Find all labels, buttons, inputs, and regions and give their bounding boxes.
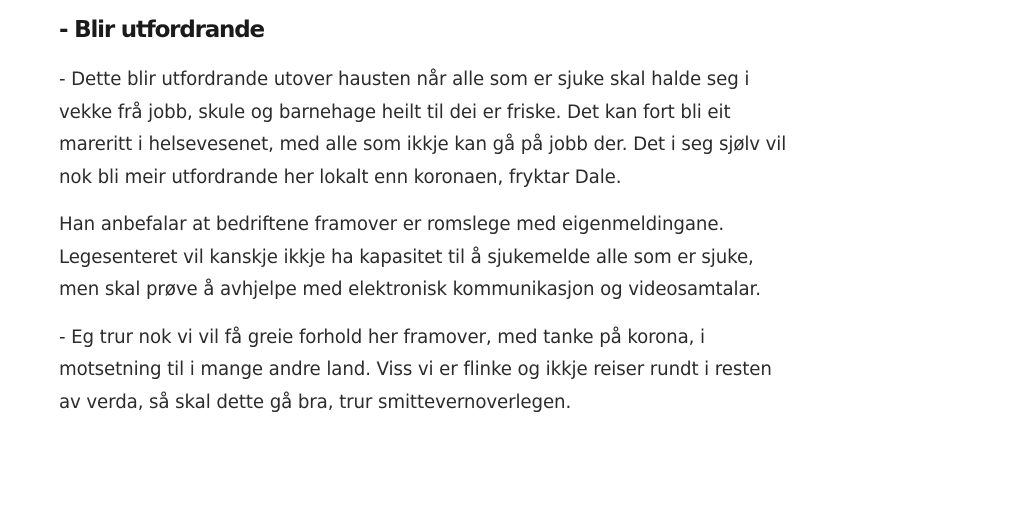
section-subheading: - Blir utfordrande	[59, 17, 264, 43]
article-paragraph-3: - Eg trur nok vi vil få greie forhold her framover, med tanke på korona, i motsetning til i mange andre land. Viss vi er flinke og ikkje reiser rundt i resten av verda, så skal dette gå bra, trur smittevernoverlegen.	[59, 326, 772, 413]
article-paragraph-2: Han anbefalar at bedriftene framover er romslege med eigenmeldingane. Legesenteret vil kanskje ikkje ha kapasitet til å sjukemelde alle som er sjuke, men skal prøve å avhjelpe med elektronisk kommunikasjon og videosamtalar.	[59, 214, 761, 300]
article-body	[59, 10, 799, 434]
article-paragraph-1: - Dette blir utfordrande utover hausten når alle som er sjuke skal halde seg i vekke frå jobb, skule og barnehage heilt til dei er friske. Det kan fort bli eit mareritt i helsevesenet, med alle som ikkje kan gå på jobb der. Det i seg sjølv vil nok bli meir utfordrande her lokalt enn koronaen, fryktar Dale.	[59, 69, 787, 188]
